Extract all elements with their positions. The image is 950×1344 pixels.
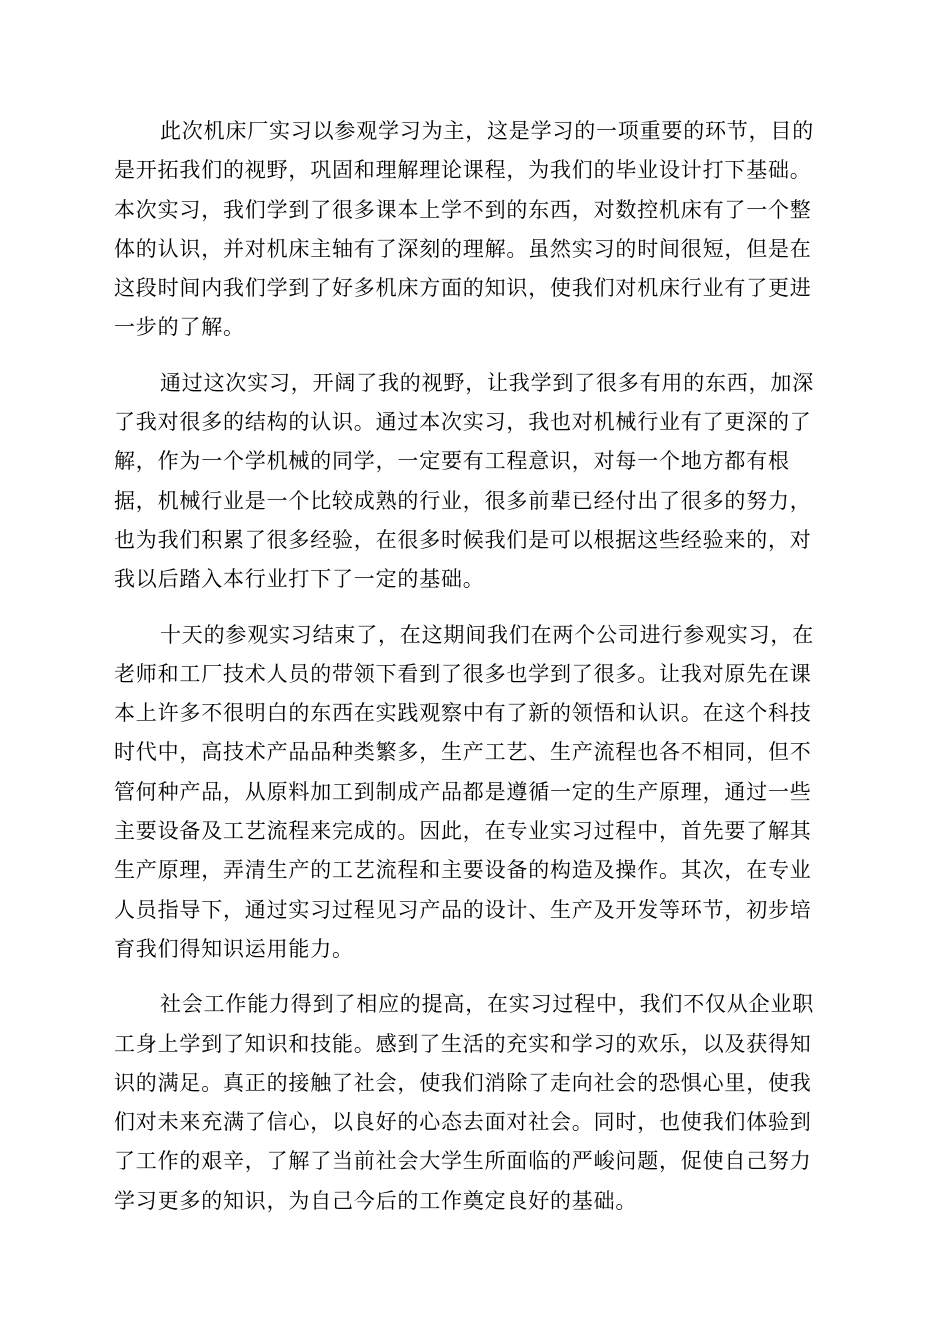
text-line: 时代中，高技术产品品种类繁多，生产工艺、生产流程也各不相同，但不 — [114, 740, 812, 765]
text-line: 体的认识，并对机床主轴有了深刻的理解。虽然实习的时间很短，但是在 — [114, 236, 812, 261]
text-line: 解，作为一个学机械的同学，一定要有工程意识，对每一个地方都有根 — [114, 449, 790, 474]
text-line: 工身上学到了知识和技能。感到了生活的充实和学习的欢乐，以及获得知 — [114, 1031, 812, 1056]
text-line: 此次机床厂实习以参观学习为主，这是学习的一项重要的环节，目的 — [160, 119, 814, 143]
text-line: 主要设备及工艺流程来完成的。因此，在专业实习过程中，首先要了解其 — [114, 819, 812, 844]
document-body — [114, 112, 834, 1237]
text-line: 管何种产品，从原料加工到制成产品都是遵循一定的生产原理，通过一些 — [114, 779, 812, 804]
text-line: 识的满足。真正的接触了社会，使我们消除了走向社会的恐惧心里，使我 — [114, 1070, 812, 1095]
text-line: 老师和工厂技术人员的带领下看到了很多也学到了很多。让我对原先在课 — [114, 661, 812, 686]
text-line: 十天的参观实习结束了，在这期间我们在两个公司进行参观实习，在 — [160, 622, 814, 647]
text-line: 学习更多的知识，为自己今后的工作奠定良好的基础。 — [114, 1188, 638, 1213]
text-line: 也为我们积累了很多经验，在很多时候我们是可以根据这些经验来的，对 — [114, 527, 812, 552]
text-line: 人员指导下，通过实习过程见习产品的设计、生产及开发等环节，初步培 — [114, 897, 812, 922]
text-line: 是开拓我们的视野，巩固和理解理论课程，为我们的毕业设计打下基础。 — [114, 158, 812, 183]
paragraph-4 — [114, 985, 834, 1221]
text-line: 通过这次实习，开阔了我的视野，让我学到了很多有用的东西，加深 — [160, 370, 814, 395]
text-line: 本上许多不很明白的东西在实践观察中有了新的领悟和认识。在这个科技 — [114, 701, 812, 726]
text-line: 了工作的艰辛，了解了当前社会大学生所面临的严峻问题，促使自己努力 — [114, 1149, 812, 1174]
paragraph-2 — [114, 364, 834, 600]
text-line: 我以后踏入本行业打下了一定的基础。 — [114, 567, 485, 592]
text-line: 社会工作能力得到了相应的提高，在实习过程中，我们不仅从企业职 — [160, 992, 814, 1017]
text-line: 育我们得知识运用能力。 — [114, 936, 354, 961]
paragraph-3 — [114, 616, 834, 970]
text-line: 们对未来充满了信心，以良好的心态去面对社会。同时，也使我们体验到 — [114, 1110, 812, 1135]
text-line: 这段时间内我们学到了好多机床方面的知识，使我们对机床行业有了更进 — [114, 276, 812, 301]
text-line: 一步的了解。 — [114, 315, 245, 340]
text-line: 据，机械行业是一个比较成熟的行业，很多前辈已经付出了很多的努力， — [114, 488, 812, 513]
text-line: 本次实习，我们学到了很多课本上学不到的东西，对数控机床有了一个整 — [114, 197, 812, 222]
text-line: 了我对很多的结构的认识。通过本次实习，我也对机械行业有了更深的了 — [114, 410, 812, 435]
paragraph-1 — [114, 112, 834, 348]
text-line: 生产原理，弄清生产的工艺流程和主要设备的构造及操作。其次，在专业 — [114, 858, 812, 883]
